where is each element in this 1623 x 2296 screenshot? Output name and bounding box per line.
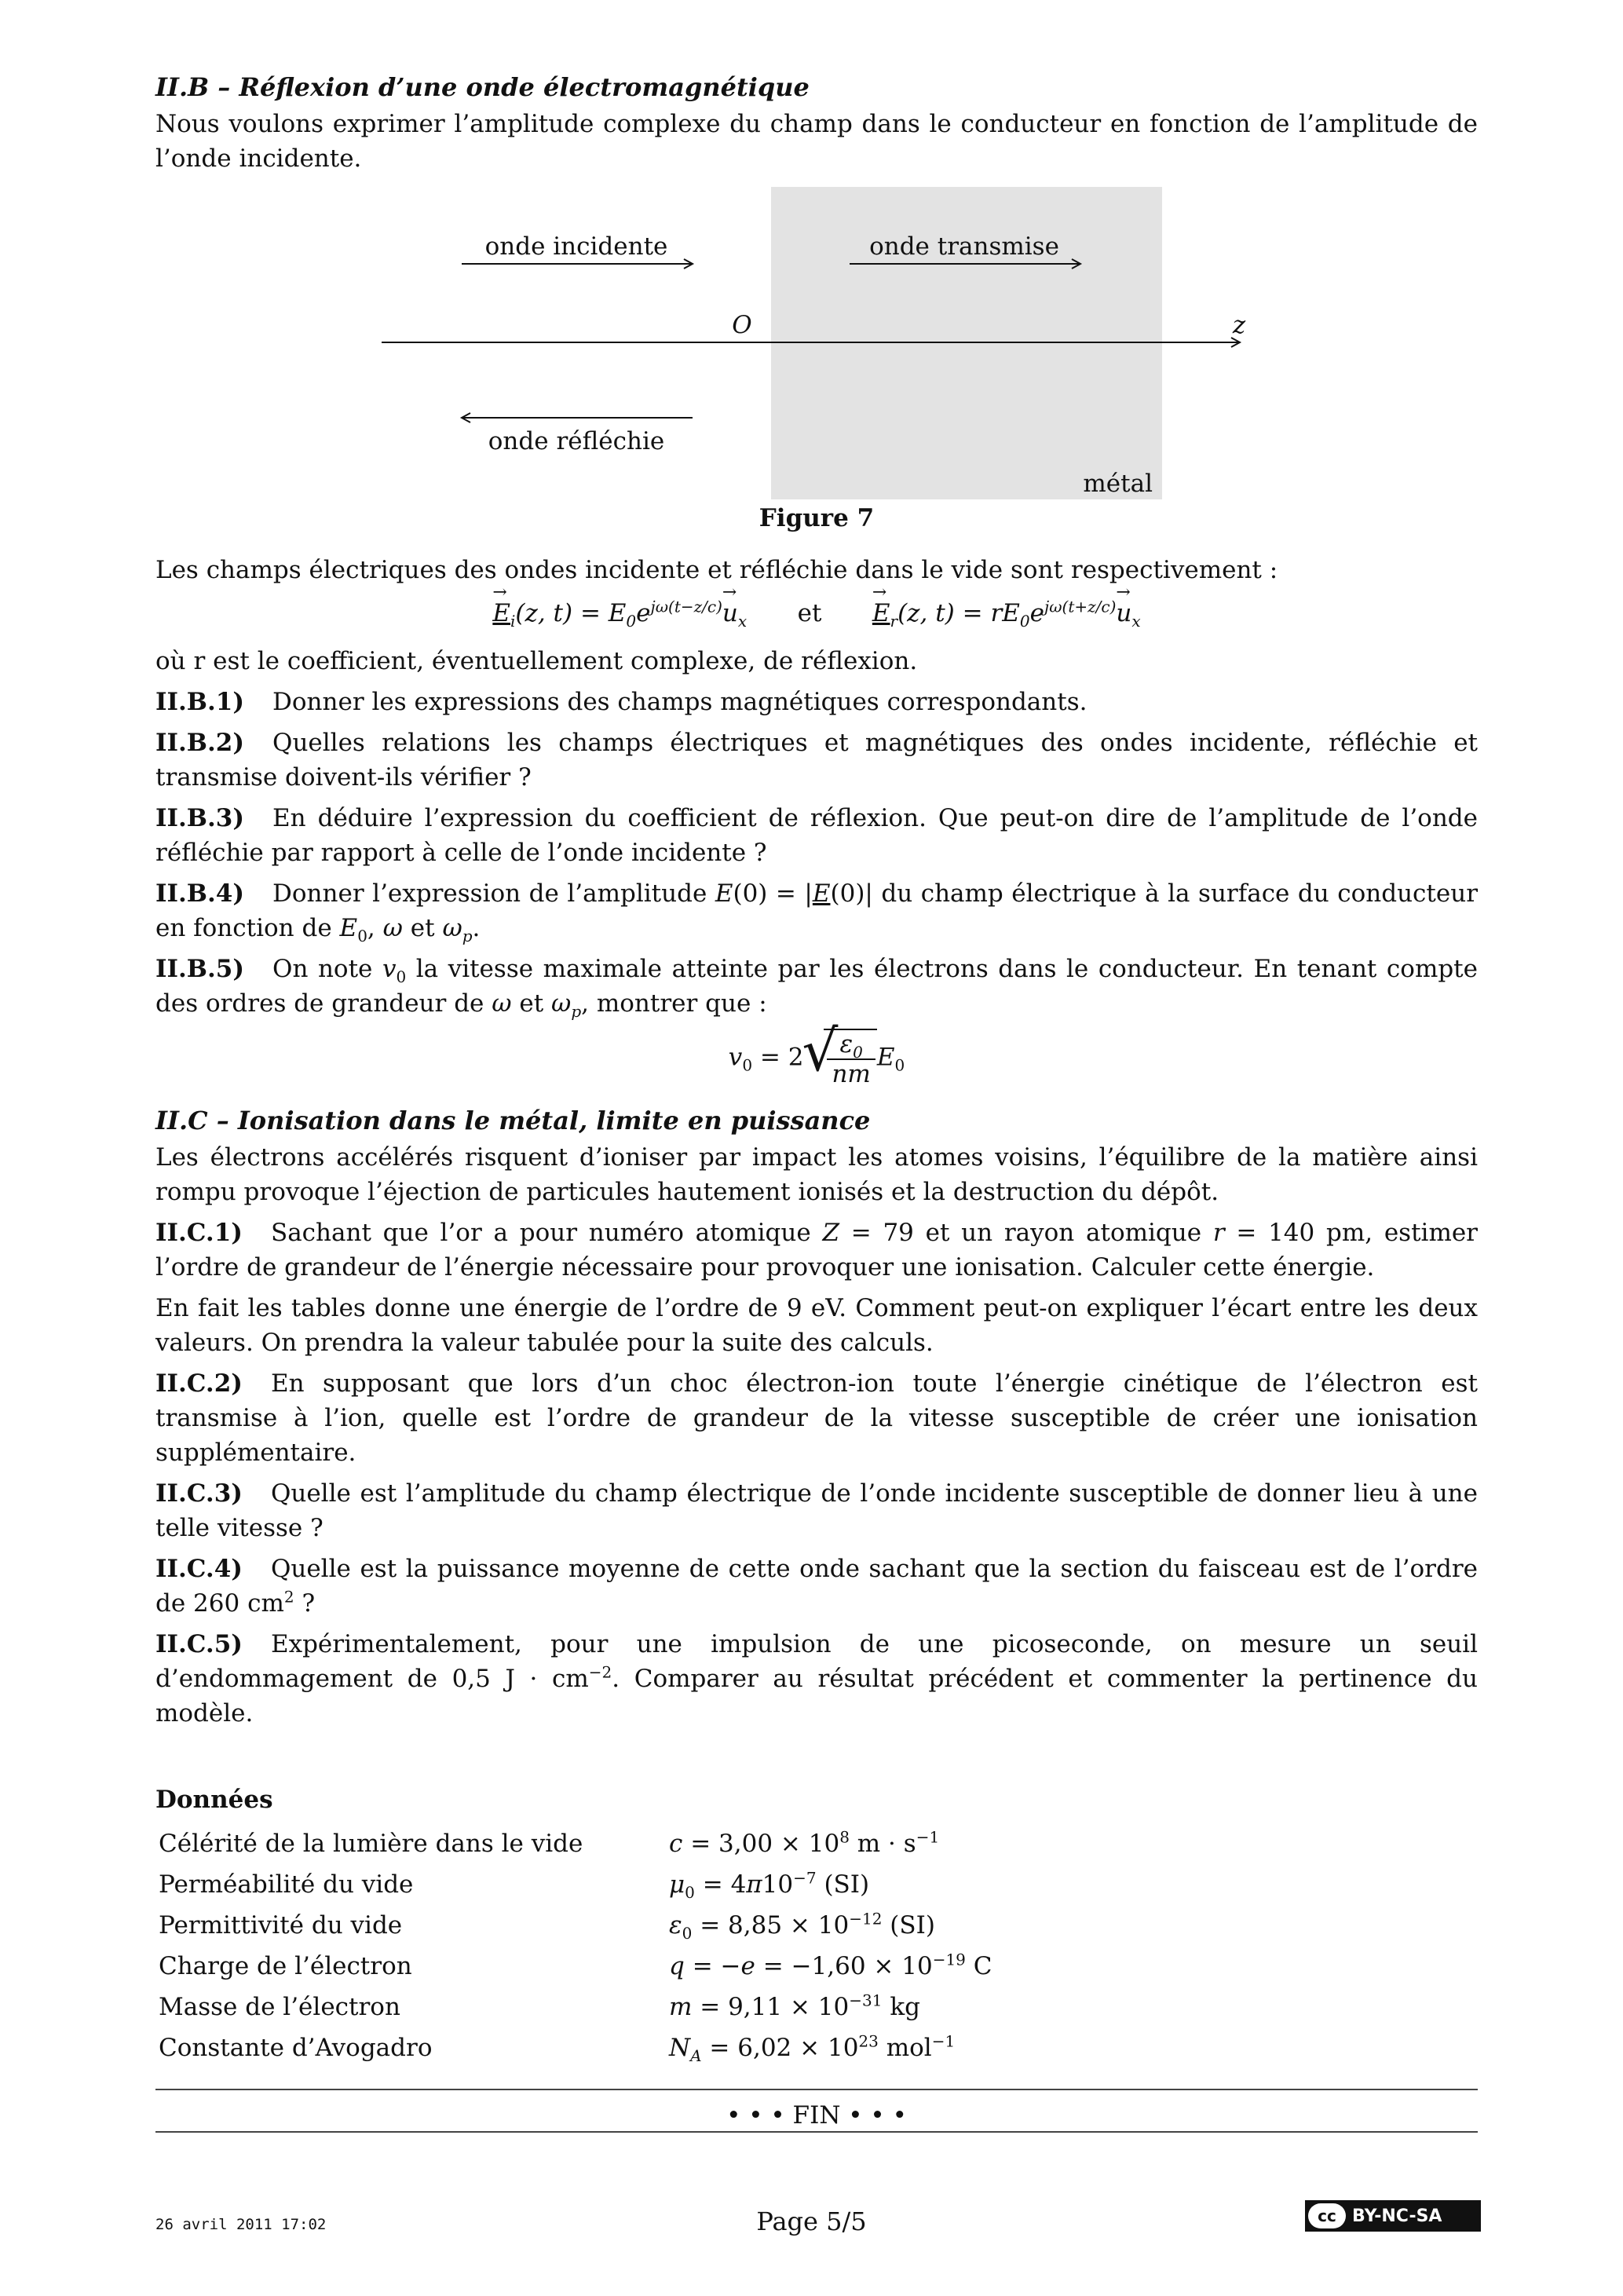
label-transmitted: onde transmise (869, 232, 1059, 261)
table-row: Charge de l’électron $q = -e = -1,60 \times 10^{-19}$ C (159, 1950, 992, 1980)
question-c5: II.C.5) Expérimentalement, pour une impulsion de une picoseconde, on mesure un seuil d’endommagement de 0,5 $J \cdot cm^{-2}$. Comparer au résultat précédent et commenter la pertinence du modèle. (155, 1630, 1478, 1727)
table-row: Célérité de la lumière dans le vide $c = 3,00 \times 10^8$ $m \cdot s^{-1}$ (159, 1827, 940, 1858)
fields-equation: → $E_i(z$, $t) = E_0e^{j\omega(t-z/c)}\to u_x$ et → $E_r(z$, $t) = rE_0e^{j\omega(t+z/c)}\to u_x$ (155, 594, 1478, 633)
label-origin: O (732, 311, 752, 339)
label-z: z (1232, 311, 1246, 339)
label-metal: métal (1083, 470, 1153, 498)
divider-bottom (155, 2131, 1478, 2133)
data-title: Données (155, 1786, 273, 1814)
table-row: Permittivité du vide $\varepsilon_0 = 8,85 \times 10^{-12}$ (SI) (159, 1909, 935, 1943)
figure-7 (155, 187, 1478, 499)
page-number: Page 5/5 (756, 2206, 867, 2236)
question-b2: II.B.2) Quelles relations les champs électriques et magnétiques des ondes incidente, réfléchie et transmise doivent-ils vérifier ? (155, 729, 1478, 792)
question-c2: II.C.2) En supposant que lors d’un choc électron-ion toute l’énergie cinétique de l’électron est transmise à l’ion, quelle est l’ordre de grandeur de la vitesse susceptible de créer une ionisation supplémentaire. (155, 1369, 1478, 1467)
data-table (155, 1823, 992, 2068)
fin-marker: • • • FIN • • • (726, 2101, 907, 2130)
fields-after: où r est le coefficient, éventuellement complexe, de réflexion. (155, 647, 918, 675)
v0-equation: $v_0 = 2$ √ $\frac{\varepsilon_0}{nm}$ $E_0$ (728, 1018, 905, 1088)
license-badge (1305, 2200, 1481, 2232)
footer-date: 26 avril 2011 17:02 (155, 2216, 327, 2233)
page-content (155, 72, 1478, 2068)
question-c3: II.C.3) Quelle est l’amplitude du champ électrique de l’onde incidente susceptible de donner lieu à une telle vitesse ? (155, 1479, 1478, 1542)
label-reflected: onde réfléchie (488, 427, 665, 455)
table-row: Masse de l’électron $m = 9,11 \times 10^{-31}$ kg (159, 1991, 920, 2021)
question-b5: II.B.5) On note $v_0$ la vitesse maximale atteinte par les électrons dans le conducteur. En tenant compte des ordres de grandeur de ω et $\omega_p$, montrer que : (155, 955, 1478, 1022)
question-c4: II.C.4) Quelle est la puissance moyenne de cette onde sachant que la section du faisceau est de l’ordre de 260 $cm^2$ ? (155, 1555, 1478, 1618)
note-c1: En fait les tables donne une énergie de l’ordre de 9 eV. Comment peut-on expliquer l’écart entre les deux valeurs. On prendra la valeur tabulée pour la suite des calculs. (155, 1294, 1478, 1357)
divider-top (155, 2089, 1478, 2090)
question-c1: II.C.1) Sachant que l’or a pour numéro atomique Z = 79 et un rayon atomique r = 140 pm, estimer l’ordre de grandeur de l’énergie nécessaire pour provoquer une ionisation. Calculer cette énergie. (155, 1219, 1478, 1281)
table-row: Perméabilité du vide $\mu_0 = 4\pi 10^{-7}$ (SI) (159, 1868, 870, 1903)
section-b-title: II.B – Réflexion d’une onde électromagnétique (155, 72, 810, 102)
question-b3: II.B.3) En déduire l’expression du coefficient de réflexion. Que peut-on dire de l’amplitude de l’onde réfléchie par rapport à celle de l’onde incidente ? (155, 804, 1478, 867)
equation-and: et (797, 599, 822, 627)
section-c-intro: Les électrons accélérés risquent d’ioniser par impact les atomes voisins, l’équilibre de la matière ainsi rompu provoque l’éjection de particules hautement ionisés et la destruction du dépôt. (155, 1143, 1478, 1206)
question-b4: II.B.4) Donner l’expression de l’amplitude E(0) = |E(0)| du champ électrique à la surface du conducteur en fonction de $E_0$, ω et $\omega_p$. (155, 879, 1479, 946)
section-c-title: II.C – Ionisation dans le métal, limite en puissance (155, 1106, 871, 1135)
license-text: BY-NC-SA (1352, 2206, 1442, 2226)
question-b1: II.B.1) Donner les expressions des champs magnétiques correspondants. (155, 688, 1087, 716)
figure-7-diagram (155, 187, 1478, 499)
figure-7-caption: Figure 7 (758, 504, 875, 532)
label-incident: onde incidente (484, 232, 668, 261)
cc-icon: cc (1308, 2203, 1346, 2228)
section-b-intro: Nous voulons exprimer l’amplitude complexe du champ dans le conducteur en fonction de l’amplitude de l’onde incidente. (155, 110, 1478, 173)
table-row: Constante d’Avogadro $N_A = 6,02 \times 10^{23}$ mol$^{-1}$ (159, 2031, 956, 2066)
fields-intro: Les champs électriques des ondes incidente et réfléchie dans le vide sont respectivement : (155, 556, 1278, 584)
